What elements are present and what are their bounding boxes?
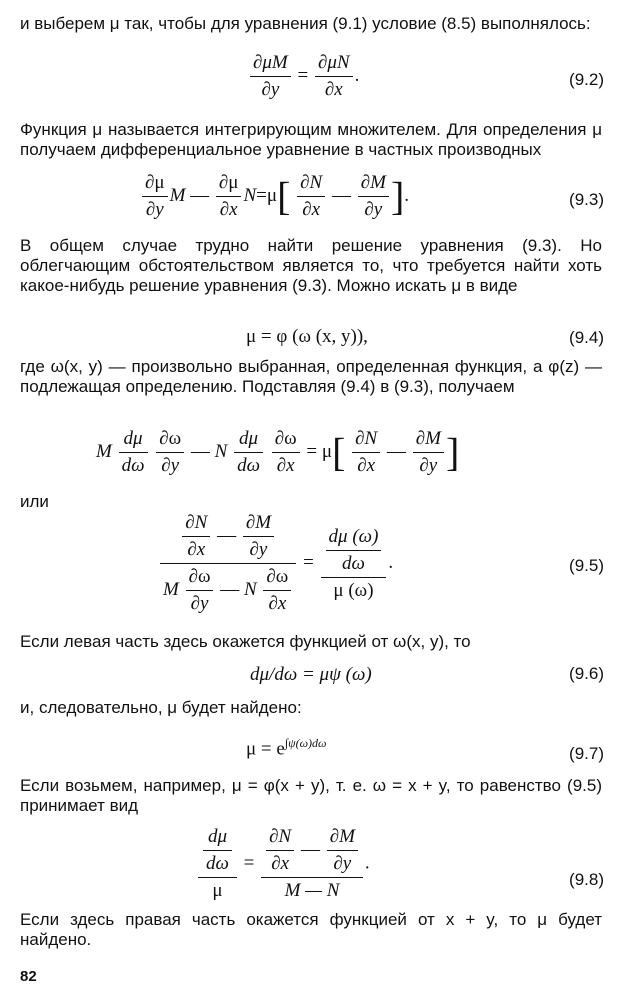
- paragraph-1: и выберем μ так, чтобы для уравнения (9.1) условие (8.5) выполнялось:: [20, 14, 591, 33]
- equation-number-9-4: (9.4): [569, 328, 604, 347]
- equation-substitution: M $\frac{d\mu}{d\omega}$ $\frac{\partial\omega}{\partial y}$ — N $\frac{d\mu}{d\omega}$ $\frac{\partial\omega}{\partial x}$ = μ[ $\frac{\partial N}{\partial x}$ — $\frac{\partial M}{\partial y}$ ]: [96, 428, 460, 476]
- paragraph-7: и, следовательно, μ будет найдено:: [20, 698, 302, 717]
- paragraph-2: Функция μ называется интегрирующим множителем. Для определения μ получаем дифференциальное уравнение в частных производных: [20, 120, 602, 159]
- paragraph-4: где ω(x, y) — произвольно выбранная, определенная функция, а φ(z) — подлежащая определению. Подставляя (9.4) в (9.3), получаем: [20, 357, 602, 396]
- equation-number-9-3: (9.3): [569, 190, 604, 209]
- paragraph-8: Если возьмем, например, μ = φ(x + y), т. е. ω = x + y, то равенство (9.5) принимает вид: [20, 776, 602, 815]
- equation-9-4: μ = φ (ω (x, y)),: [246, 326, 368, 347]
- equation-number-9-5: (9.5): [569, 556, 604, 575]
- equation-9-3: $\frac{\partial\mu}{\partial y}$ M — $\frac{\partial\mu}{\partial x}$ N=μ[ $\frac{\partial N}{\partial x}$ — $\frac{\partial M}{\partial y}$ ].: [140, 172, 409, 221]
- paragraph-9: Если здесь правая часть окажется функцией от x + y, то μ будет найдено.: [20, 910, 602, 949]
- equation-number-9-2: (9.2): [569, 70, 604, 89]
- equation-number-9-6: (9.6): [569, 664, 604, 683]
- equation-9-5: $\frac{\partial N}{\partial x}$ — $\frac{\partial M}{\partial y}$ M $\frac{\partial\omega}{\partial y}$ — N $\frac{\partial\omega}{\partial x}$ = $\frac{\frac{d\mu (\omega)}{d\omega}}{\mu (\omega)}$ .: [158, 512, 393, 615]
- paragraph-6: Если левая часть здесь окажется функцией от ω(x, y), то: [20, 632, 471, 651]
- paragraph-3: В общем случае трудно найти решение уравнения (9.3). Но облегчающим обстоятельством является то, что требуется найти хоть какое-нибудь решение уравнения (9.3). Можно искать μ в виде: [20, 236, 602, 295]
- page-number: 82: [20, 968, 37, 985]
- equation-number-9-7: (9.7): [569, 744, 604, 763]
- equation-9-2: $\frac{\partial\mu M}{\partial y}$ = $\frac{\partial\mu N}{\partial x}$ .: [248, 52, 359, 101]
- paragraph-5: или: [20, 492, 49, 511]
- equation-9-7: $\mu = e^{\int\psi(\omega)d\omega}$: [246, 736, 327, 760]
- equation-9-8: $\frac{\frac{d\mu}{d\omega}}{\mu}$ = $\frac{\partial N}{\partial x}$ — $\frac{\partial M}{\partial y}$ M — N .: [196, 826, 370, 902]
- equation-9-6: dμ/dω = μψ (ω): [250, 664, 372, 685]
- equation-number-9-8: (9.8): [569, 870, 604, 889]
